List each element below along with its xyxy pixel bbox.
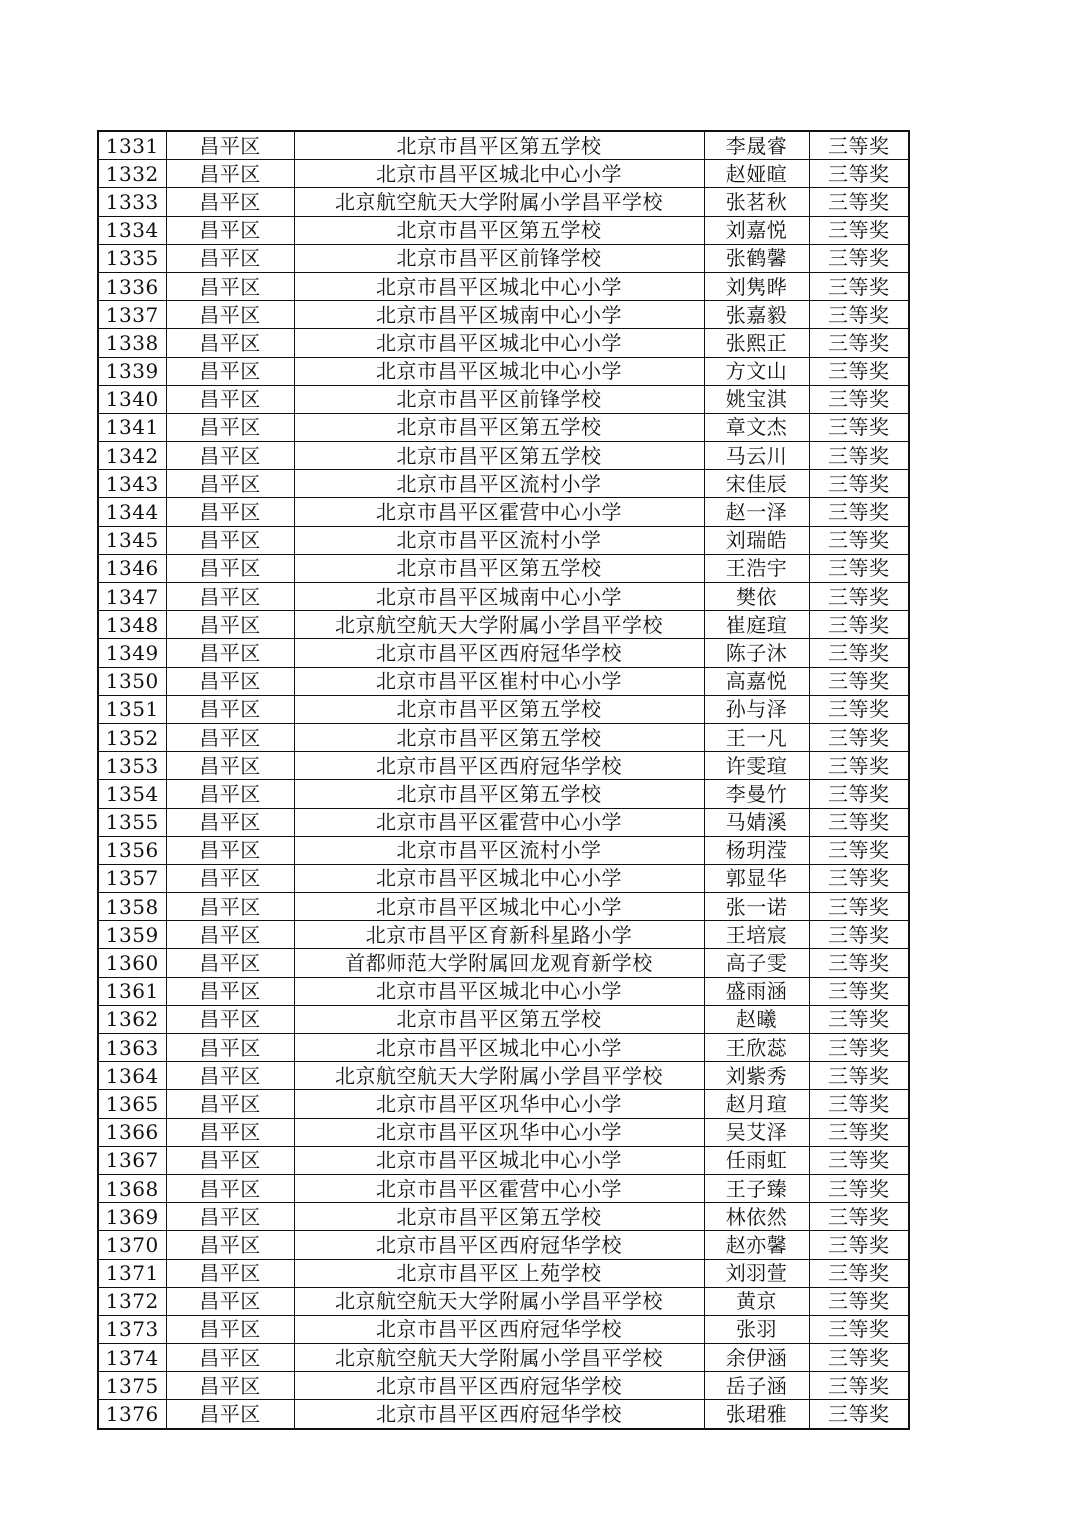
school-cell: 北京市昌平区巩华中心小学 — [294, 1118, 704, 1146]
student-name-cell: 王欣蕊 — [704, 1034, 809, 1062]
district-cell: 昌平区 — [166, 498, 294, 526]
student-name-cell: 许雯瑄 — [704, 752, 809, 780]
table-row — [98, 893, 909, 921]
row-number-cell: 1350 — [98, 667, 166, 695]
district-cell: 昌平区 — [166, 131, 294, 160]
school-cell: 北京市昌平区城北中心小学 — [294, 272, 704, 300]
district-cell: 昌平区 — [166, 1400, 294, 1429]
row-number-cell: 1332 — [98, 160, 166, 188]
table-row — [98, 385, 909, 413]
table-row — [98, 1400, 909, 1429]
district-cell: 昌平区 — [166, 1174, 294, 1202]
student-name-cell: 赵一泽 — [704, 498, 809, 526]
award-level-cell: 三等奖 — [809, 442, 909, 470]
row-number-cell: 1352 — [98, 723, 166, 751]
student-name-cell: 赵曦 — [704, 1005, 809, 1033]
district-cell: 昌平区 — [166, 1062, 294, 1090]
table-row — [98, 1344, 909, 1372]
table-row — [98, 583, 909, 611]
table-row — [98, 1118, 909, 1146]
table-row — [98, 216, 909, 244]
student-name-cell: 张一诺 — [704, 893, 809, 921]
award-level-cell: 三等奖 — [809, 808, 909, 836]
row-number-cell: 1333 — [98, 188, 166, 216]
table-row — [98, 413, 909, 441]
school-cell: 北京航空航天大学附属小学昌平学校 — [294, 611, 704, 639]
table-row — [98, 977, 909, 1005]
school-cell: 北京市昌平区城北中心小学 — [294, 160, 704, 188]
district-cell: 昌平区 — [166, 244, 294, 272]
table-row — [98, 1231, 909, 1259]
table-row — [98, 1203, 909, 1231]
table-row — [98, 921, 909, 949]
table-row — [98, 554, 909, 582]
student-name-cell: 樊依 — [704, 583, 809, 611]
school-cell: 北京市昌平区西府冠华学校 — [294, 1372, 704, 1400]
row-number-cell: 1369 — [98, 1203, 166, 1231]
award-level-cell: 三等奖 — [809, 836, 909, 864]
district-cell: 昌平区 — [166, 1034, 294, 1062]
row-number-cell: 1374 — [98, 1344, 166, 1372]
district-cell: 昌平区 — [166, 1146, 294, 1174]
table-row — [98, 1146, 909, 1174]
row-number-cell: 1376 — [98, 1400, 166, 1429]
row-number-cell: 1355 — [98, 808, 166, 836]
district-cell: 昌平区 — [166, 357, 294, 385]
district-cell: 昌平区 — [166, 1231, 294, 1259]
award-level-cell: 三等奖 — [809, 498, 909, 526]
student-name-cell: 王子臻 — [704, 1174, 809, 1202]
award-level-cell: 三等奖 — [809, 583, 909, 611]
school-cell: 北京市昌平区城北中心小学 — [294, 864, 704, 892]
row-number-cell: 1337 — [98, 301, 166, 329]
row-number-cell: 1360 — [98, 949, 166, 977]
table-row — [98, 498, 909, 526]
award-level-cell: 三等奖 — [809, 357, 909, 385]
row-number-cell: 1370 — [98, 1231, 166, 1259]
award-level-cell: 三等奖 — [809, 554, 909, 582]
row-number-cell: 1358 — [98, 893, 166, 921]
table-row — [98, 1062, 909, 1090]
student-name-cell: 余伊涵 — [704, 1344, 809, 1372]
student-name-cell: 方文山 — [704, 357, 809, 385]
row-number-cell: 1362 — [98, 1005, 166, 1033]
student-name-cell: 任雨虹 — [704, 1146, 809, 1174]
row-number-cell: 1342 — [98, 442, 166, 470]
award-level-cell: 三等奖 — [809, 723, 909, 751]
row-number-cell: 1357 — [98, 864, 166, 892]
table-row — [98, 780, 909, 808]
district-cell: 昌平区 — [166, 639, 294, 667]
row-number-cell: 1364 — [98, 1062, 166, 1090]
district-cell: 昌平区 — [166, 893, 294, 921]
school-cell: 北京市昌平区第五学校 — [294, 554, 704, 582]
award-level-cell: 三等奖 — [809, 301, 909, 329]
table-row — [98, 526, 909, 554]
award-level-cell: 三等奖 — [809, 1400, 909, 1429]
table-row — [98, 1372, 909, 1400]
table-row — [98, 639, 909, 667]
student-name-cell: 岳子涵 — [704, 1372, 809, 1400]
district-cell: 昌平区 — [166, 1344, 294, 1372]
student-name-cell: 张嘉毅 — [704, 301, 809, 329]
award-level-cell: 三等奖 — [809, 131, 909, 160]
school-cell: 北京市昌平区育新科星路小学 — [294, 921, 704, 949]
table-row — [98, 667, 909, 695]
student-name-cell: 王培宸 — [704, 921, 809, 949]
school-cell: 北京市昌平区城北中心小学 — [294, 893, 704, 921]
award-level-cell: 三等奖 — [809, 695, 909, 723]
row-number-cell: 1363 — [98, 1034, 166, 1062]
table-row — [98, 1034, 909, 1062]
school-cell: 首都师范大学附属回龙观育新学校 — [294, 949, 704, 977]
row-number-cell: 1372 — [98, 1287, 166, 1315]
row-number-cell: 1354 — [98, 780, 166, 808]
school-cell: 北京市昌平区西府冠华学校 — [294, 1231, 704, 1259]
district-cell: 昌平区 — [166, 1372, 294, 1400]
district-cell: 昌平区 — [166, 1315, 294, 1343]
award-level-cell: 三等奖 — [809, 667, 909, 695]
student-name-cell: 林依然 — [704, 1203, 809, 1231]
table-row — [98, 131, 909, 160]
award-level-cell: 三等奖 — [809, 470, 909, 498]
school-cell: 北京市昌平区第五学校 — [294, 442, 704, 470]
award-level-cell: 三等奖 — [809, 1174, 909, 1202]
student-name-cell: 张茗秋 — [704, 188, 809, 216]
school-cell: 北京市昌平区第五学校 — [294, 413, 704, 441]
district-cell: 昌平区 — [166, 554, 294, 582]
table-row — [98, 329, 909, 357]
student-name-cell: 宋佳辰 — [704, 470, 809, 498]
award-level-cell: 三等奖 — [809, 1259, 909, 1287]
district-cell: 昌平区 — [166, 301, 294, 329]
district-cell: 昌平区 — [166, 1203, 294, 1231]
school-cell: 北京市昌平区第五学校 — [294, 216, 704, 244]
table-row — [98, 1315, 909, 1343]
row-number-cell: 1366 — [98, 1118, 166, 1146]
row-number-cell: 1335 — [98, 244, 166, 272]
table-row — [98, 723, 909, 751]
award-level-cell: 三等奖 — [809, 977, 909, 1005]
district-cell: 昌平区 — [166, 385, 294, 413]
row-number-cell: 1373 — [98, 1315, 166, 1343]
district-cell: 昌平区 — [166, 949, 294, 977]
district-cell: 昌平区 — [166, 752, 294, 780]
district-cell: 昌平区 — [166, 611, 294, 639]
school-cell: 北京市昌平区上苑学校 — [294, 1259, 704, 1287]
student-name-cell: 赵亦馨 — [704, 1231, 809, 1259]
award-level-cell: 三等奖 — [809, 413, 909, 441]
school-cell: 北京航空航天大学附属小学昌平学校 — [294, 1062, 704, 1090]
table-row — [98, 695, 909, 723]
district-cell: 昌平区 — [166, 695, 294, 723]
award-level-cell: 三等奖 — [809, 1372, 909, 1400]
school-cell: 北京市昌平区巩华中心小学 — [294, 1090, 704, 1118]
student-name-cell: 王浩宇 — [704, 554, 809, 582]
table-row — [98, 188, 909, 216]
award-level-cell: 三等奖 — [809, 752, 909, 780]
district-cell: 昌平区 — [166, 188, 294, 216]
student-name-cell: 赵娅暄 — [704, 160, 809, 188]
award-level-cell: 三等奖 — [809, 639, 909, 667]
school-cell: 北京市昌平区城北中心小学 — [294, 1034, 704, 1062]
student-name-cell: 张熙正 — [704, 329, 809, 357]
row-number-cell: 1344 — [98, 498, 166, 526]
school-cell: 北京市昌平区西府冠华学校 — [294, 1400, 704, 1429]
table-row — [98, 470, 909, 498]
school-cell: 北京市昌平区第五学校 — [294, 1203, 704, 1231]
district-cell: 昌平区 — [166, 442, 294, 470]
student-name-cell: 张珺雅 — [704, 1400, 809, 1429]
award-level-cell: 三等奖 — [809, 244, 909, 272]
student-name-cell: 刘隽晔 — [704, 272, 809, 300]
row-number-cell: 1349 — [98, 639, 166, 667]
award-level-cell: 三等奖 — [809, 1034, 909, 1062]
row-number-cell: 1368 — [98, 1174, 166, 1202]
student-name-cell: 李晟睿 — [704, 131, 809, 160]
student-name-cell: 刘紫秀 — [704, 1062, 809, 1090]
table-row — [98, 442, 909, 470]
school-cell: 北京航空航天大学附属小学昌平学校 — [294, 1344, 704, 1372]
district-cell: 昌平区 — [166, 160, 294, 188]
award-level-cell: 三等奖 — [809, 272, 909, 300]
table-row — [98, 949, 909, 977]
student-name-cell: 刘瑞皓 — [704, 526, 809, 554]
student-name-cell: 郭显华 — [704, 864, 809, 892]
row-number-cell: 1345 — [98, 526, 166, 554]
school-cell: 北京市昌平区城南中心小学 — [294, 301, 704, 329]
table-row — [98, 836, 909, 864]
district-cell: 昌平区 — [166, 977, 294, 1005]
award-list-sheet — [97, 130, 908, 1430]
school-cell: 北京市昌平区前锋学校 — [294, 244, 704, 272]
student-name-cell: 王一凡 — [704, 723, 809, 751]
award-level-cell: 三等奖 — [809, 1344, 909, 1372]
award-level-cell: 三等奖 — [809, 1118, 909, 1146]
award-table — [97, 130, 910, 1430]
table-row — [98, 357, 909, 385]
row-number-cell: 1348 — [98, 611, 166, 639]
table-row — [98, 244, 909, 272]
award-level-cell: 三等奖 — [809, 216, 909, 244]
row-number-cell: 1375 — [98, 1372, 166, 1400]
table-row — [98, 301, 909, 329]
school-cell: 北京市昌平区霍营中心小学 — [294, 498, 704, 526]
award-level-cell: 三等奖 — [809, 893, 909, 921]
student-name-cell: 赵月瑄 — [704, 1090, 809, 1118]
student-name-cell: 李曼竹 — [704, 780, 809, 808]
school-cell: 北京市昌平区西府冠华学校 — [294, 639, 704, 667]
district-cell: 昌平区 — [166, 1118, 294, 1146]
award-level-cell: 三等奖 — [809, 1231, 909, 1259]
award-level-cell: 三等奖 — [809, 611, 909, 639]
award-level-cell: 三等奖 — [809, 1287, 909, 1315]
row-number-cell: 1367 — [98, 1146, 166, 1174]
table-row — [98, 1090, 909, 1118]
district-cell: 昌平区 — [166, 667, 294, 695]
school-cell: 北京航空航天大学附属小学昌平学校 — [294, 1287, 704, 1315]
award-level-cell: 三等奖 — [809, 1005, 909, 1033]
award-level-cell: 三等奖 — [809, 188, 909, 216]
school-cell: 北京市昌平区城北中心小学 — [294, 977, 704, 1005]
school-cell: 北京市昌平区崔村中心小学 — [294, 667, 704, 695]
district-cell: 昌平区 — [166, 1090, 294, 1118]
student-name-cell: 马云川 — [704, 442, 809, 470]
student-name-cell: 高子雯 — [704, 949, 809, 977]
school-cell: 北京市昌平区流村小学 — [294, 470, 704, 498]
student-name-cell: 崔庭瑄 — [704, 611, 809, 639]
district-cell: 昌平区 — [166, 921, 294, 949]
school-cell: 北京市昌平区流村小学 — [294, 526, 704, 554]
award-level-cell: 三等奖 — [809, 780, 909, 808]
table-row — [98, 160, 909, 188]
district-cell: 昌平区 — [166, 780, 294, 808]
award-level-cell: 三等奖 — [809, 921, 909, 949]
district-cell: 昌平区 — [166, 1259, 294, 1287]
district-cell: 昌平区 — [166, 723, 294, 751]
district-cell: 昌平区 — [166, 808, 294, 836]
student-name-cell: 章文杰 — [704, 413, 809, 441]
district-cell: 昌平区 — [166, 526, 294, 554]
student-name-cell: 盛雨涵 — [704, 977, 809, 1005]
district-cell: 昌平区 — [166, 470, 294, 498]
table-row — [98, 752, 909, 780]
school-cell: 北京市昌平区第五学校 — [294, 723, 704, 751]
student-name-cell: 高嘉悦 — [704, 667, 809, 695]
student-name-cell: 黄京 — [704, 1287, 809, 1315]
table-row — [98, 1287, 909, 1315]
row-number-cell: 1361 — [98, 977, 166, 1005]
row-number-cell: 1353 — [98, 752, 166, 780]
row-number-cell: 1343 — [98, 470, 166, 498]
district-cell: 昌平区 — [166, 329, 294, 357]
school-cell: 北京市昌平区城北中心小学 — [294, 329, 704, 357]
student-name-cell: 吴艾泽 — [704, 1118, 809, 1146]
district-cell: 昌平区 — [166, 836, 294, 864]
district-cell: 昌平区 — [166, 272, 294, 300]
row-number-cell: 1365 — [98, 1090, 166, 1118]
row-number-cell: 1346 — [98, 554, 166, 582]
table-row — [98, 1259, 909, 1287]
row-number-cell: 1331 — [98, 131, 166, 160]
award-level-cell: 三等奖 — [809, 1203, 909, 1231]
school-cell: 北京市昌平区城北中心小学 — [294, 357, 704, 385]
table-row — [98, 272, 909, 300]
row-number-cell: 1356 — [98, 836, 166, 864]
student-name-cell: 姚宝淇 — [704, 385, 809, 413]
school-cell: 北京市昌平区第五学校 — [294, 780, 704, 808]
award-level-cell: 三等奖 — [809, 329, 909, 357]
school-cell: 北京市昌平区流村小学 — [294, 836, 704, 864]
row-number-cell: 1334 — [98, 216, 166, 244]
school-cell: 北京市昌平区霍营中心小学 — [294, 1174, 704, 1202]
row-number-cell: 1347 — [98, 583, 166, 611]
district-cell: 昌平区 — [166, 1005, 294, 1033]
award-level-cell: 三等奖 — [809, 385, 909, 413]
award-level-cell: 三等奖 — [809, 1090, 909, 1118]
award-table-body — [98, 131, 909, 1429]
table-row — [98, 611, 909, 639]
school-cell: 北京市昌平区霍营中心小学 — [294, 808, 704, 836]
award-level-cell: 三等奖 — [809, 160, 909, 188]
school-cell: 北京市昌平区第五学校 — [294, 1005, 704, 1033]
row-number-cell: 1338 — [98, 329, 166, 357]
student-name-cell: 陈子沐 — [704, 639, 809, 667]
row-number-cell: 1371 — [98, 1259, 166, 1287]
district-cell: 昌平区 — [166, 864, 294, 892]
table-row — [98, 864, 909, 892]
award-level-cell: 三等奖 — [809, 949, 909, 977]
student-name-cell: 杨玥滢 — [704, 836, 809, 864]
school-cell: 北京市昌平区前锋学校 — [294, 385, 704, 413]
school-cell: 北京市昌平区城南中心小学 — [294, 583, 704, 611]
district-cell: 昌平区 — [166, 413, 294, 441]
student-name-cell: 孙与泽 — [704, 695, 809, 723]
award-level-cell: 三等奖 — [809, 1062, 909, 1090]
student-name-cell: 张鹤馨 — [704, 244, 809, 272]
table-row — [98, 808, 909, 836]
row-number-cell: 1340 — [98, 385, 166, 413]
row-number-cell: 1359 — [98, 921, 166, 949]
award-level-cell: 三等奖 — [809, 526, 909, 554]
school-cell: 北京市昌平区第五学校 — [294, 695, 704, 723]
school-cell: 北京航空航天大学附属小学昌平学校 — [294, 188, 704, 216]
student-name-cell: 马婧溪 — [704, 808, 809, 836]
school-cell: 北京市昌平区西府冠华学校 — [294, 752, 704, 780]
school-cell: 北京市昌平区西府冠华学校 — [294, 1315, 704, 1343]
student-name-cell: 刘嘉悦 — [704, 216, 809, 244]
district-cell: 昌平区 — [166, 216, 294, 244]
table-row — [98, 1005, 909, 1033]
school-cell: 北京市昌平区第五学校 — [294, 131, 704, 160]
award-level-cell: 三等奖 — [809, 1315, 909, 1343]
row-number-cell: 1336 — [98, 272, 166, 300]
table-row — [98, 1174, 909, 1202]
district-cell: 昌平区 — [166, 583, 294, 611]
row-number-cell: 1339 — [98, 357, 166, 385]
award-level-cell: 三等奖 — [809, 864, 909, 892]
award-level-cell: 三等奖 — [809, 1146, 909, 1174]
district-cell: 昌平区 — [166, 1287, 294, 1315]
row-number-cell: 1351 — [98, 695, 166, 723]
student-name-cell: 张羽 — [704, 1315, 809, 1343]
school-cell: 北京市昌平区城北中心小学 — [294, 1146, 704, 1174]
student-name-cell: 刘羽萱 — [704, 1259, 809, 1287]
row-number-cell: 1341 — [98, 413, 166, 441]
